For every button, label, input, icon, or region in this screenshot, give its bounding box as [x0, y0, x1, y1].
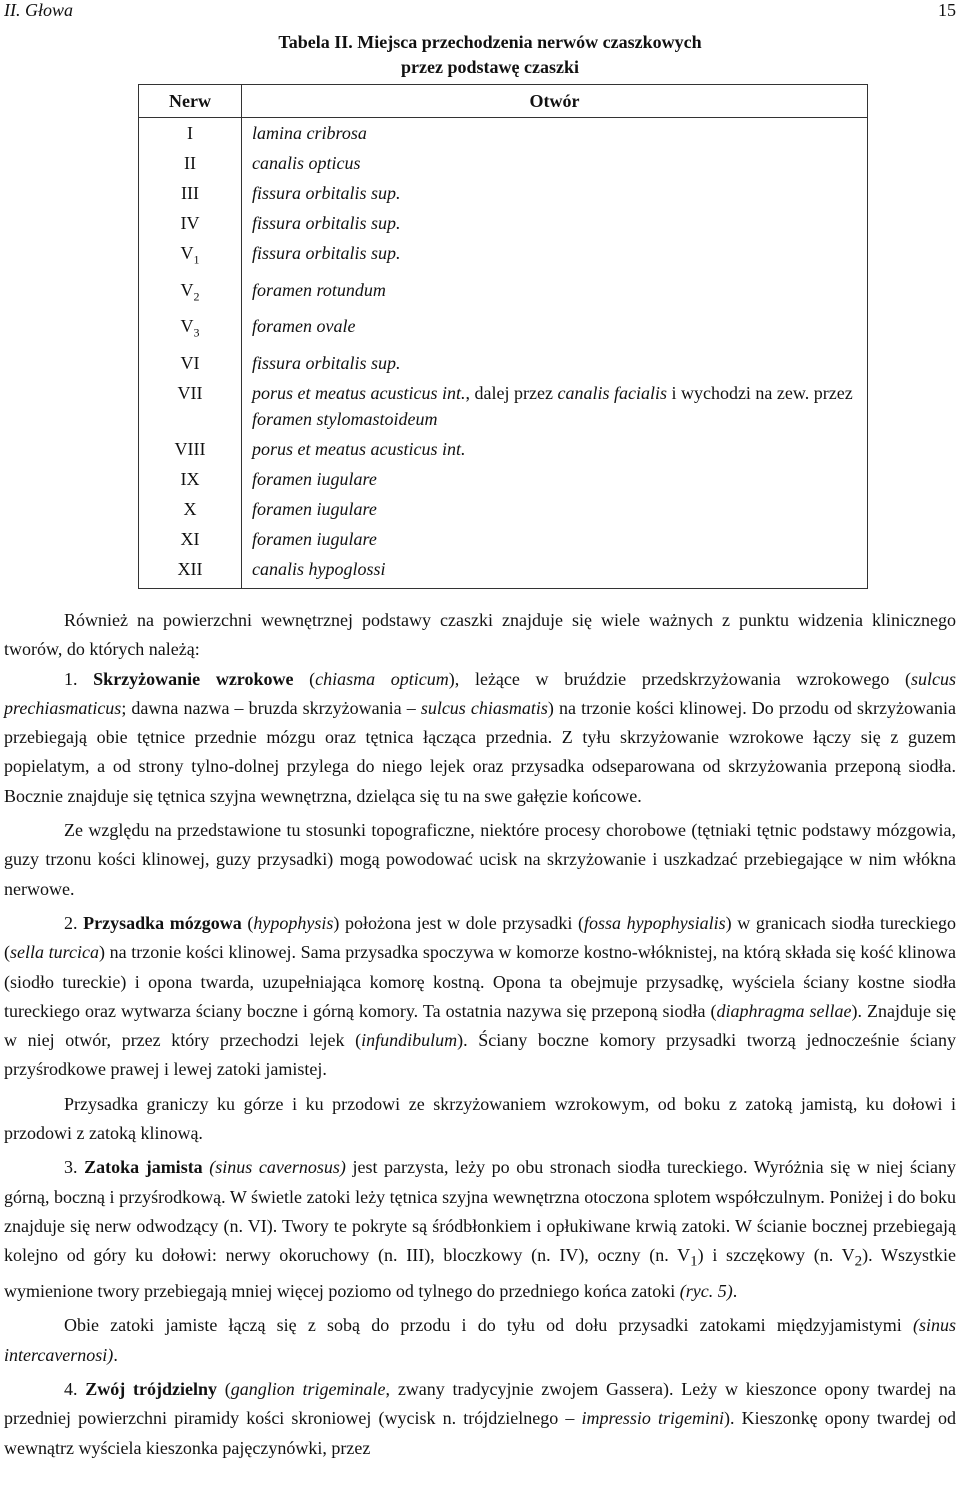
nerve-number: IX — [180, 468, 200, 489]
latin-term: ganglion trigeminale — [230, 1379, 386, 1400]
nerve-cell — [139, 148, 242, 178]
text-run: ) w granicach siodła tureckiego ( — [4, 912, 957, 963]
body-text — [4, 606, 956, 1468]
paragraph-hypophysis-borders: Przysadka graniczy ku górze i ku przodowi ze skrzyżowaniem wzrokowym, od boku z zatoką jamistą, ku dołowi i przodowi z zatoką klinową. — [4, 1093, 956, 1144]
opening-text: , dalej przez — [465, 382, 558, 403]
text-run: ). Kieszonkę opony twardej od wewnątrz wyściela kieszonka pajęczynówki, przez — [4, 1408, 956, 1458]
table-row — [139, 524, 868, 554]
opening-name: porus et meatus acusticus int. — [252, 438, 466, 459]
subscript: 2 — [854, 1253, 863, 1270]
opening-cell — [242, 238, 868, 275]
item-number: 4. — [64, 1379, 86, 1400]
item-number: 1. — [64, 668, 94, 689]
latin-term: sella turcica — [10, 942, 99, 963]
text-run: ( — [293, 668, 316, 689]
opening-name: porus et meatus acusticus int. — [252, 382, 466, 403]
latin-term: (sinus intercavernosi) — [4, 1315, 956, 1365]
opening-cell — [242, 494, 868, 524]
opening-cell — [242, 118, 868, 149]
opening-name: lamina cribrosa — [252, 123, 367, 143]
table-row — [139, 311, 868, 348]
paragraph-cavernous-sinus — [4, 1153, 956, 1306]
opening-cell — [242, 311, 868, 348]
caption-line-2: przez podstawę czaszki — [401, 57, 579, 77]
nerve-cell — [139, 434, 242, 464]
table-row — [139, 118, 868, 149]
nerve-branch-subscript: 1 — [193, 252, 200, 267]
section-title: II. Głowa — [4, 0, 73, 20]
text-run: Obie zatoki jamiste łączą się z sobą do przodu i do tyłu od dołu przysadki zatokami międzyjamistymi — [64, 1315, 913, 1336]
opening-name: foramen stylomastoideum — [252, 408, 438, 429]
table-row — [139, 148, 868, 178]
nerve-number: XII — [177, 558, 203, 579]
nerve-number: III — [181, 183, 199, 203]
latin-term: fossa hypophysialis — [584, 912, 726, 933]
nerve-cell — [139, 275, 242, 312]
latin-term: hypophysis — [253, 912, 334, 933]
item-title: Skrzyżowanie wzrokowe — [93, 668, 294, 689]
text-run: . — [732, 1281, 738, 1302]
text-run: jest parzysta, leży po obu stronach siodła tureckiego. Wyróżnia się w niej ściany górną, boczną i przyśrodkową. W świetle zatoki leży tętnica szyjna wewnętrzna otoczona splotem współczulnym. Poniżej i do boku znajduje się nerw odwodzący (n. VI). Twory te pokryte są śródbłonkiem i opłukiwane krwią zatoki. W ścianie bocznej przebiegają kolejno od góry ku dołowi: nerwy okoruchowy (n. III), bloczkowy (n. IV), oczny (n. V — [4, 1157, 956, 1266]
text-run: ) na trzonie kości klinowej. Sama przysadka spoczywa w komorze kostno-włóknistej, na którą składa się kość klinowa (siodło tureckie) i opona twarda, uzupełniająca komorę kostną. Opona ta obejmuje przysadkę, wyściela ściany kostne siodła tureckiego oraz wytwarza ściany boczne i górną komory. Ta ostatnia nazywa się przeponą siodła ( — [4, 942, 956, 1021]
latin-term: chiasma opticum — [315, 668, 449, 689]
table-row — [139, 494, 868, 524]
nerve-cell — [139, 348, 242, 378]
opening-name: foramen iugulare — [252, 468, 377, 489]
table-row — [139, 464, 868, 494]
nerve-number: VII — [177, 382, 203, 403]
nerve-cell — [139, 208, 242, 238]
item-number: 2. — [64, 912, 84, 933]
paragraph-topography: Ze względu na przedstawione tu stosunki topograficzne, niektóre procesy chorobowe (tętniaki tętnic podstawy mózgowia, guzy trzonu kości klinowej, guzy przysadki) mogą powodować ucisk na skrzyżowanie i uszkadzać przebiegające w nim włókna nerwowe. — [4, 820, 956, 899]
page-header — [0, 0, 960, 24]
opening-name: fissura orbitalis sup. — [252, 352, 401, 373]
text-run: ). Ściany boczne komory przysadki tworzą jednocześnie ściany przyśrodkowe prawej i lewej zatoki jamistej. — [4, 1030, 956, 1080]
opening-cell — [242, 178, 868, 208]
figure-reference: (ryc. 5) — [679, 1281, 733, 1302]
latin-term: diaphragma sellae — [716, 1000, 852, 1021]
opening-cell — [242, 378, 868, 434]
text-run: ) położona jest w dole przysadki ( — [333, 912, 585, 933]
nerve-number: IV — [180, 213, 200, 233]
opening-cell — [242, 348, 868, 378]
nerve-number: V — [180, 243, 194, 263]
column-header-nerve: Nerw — [139, 85, 242, 118]
opening-name: canalis facialis — [557, 382, 667, 403]
opening-name: foramen iugulare — [252, 528, 377, 549]
paragraph-hypophysis — [4, 909, 956, 1085]
nerve-cell — [139, 238, 242, 275]
table-row — [139, 208, 868, 238]
item-title: Zwój trójdzielny — [85, 1379, 218, 1400]
table-row — [139, 178, 868, 208]
opening-cell — [242, 434, 868, 464]
text-run: ( — [241, 912, 254, 933]
opening-cell — [242, 148, 868, 178]
text-run: ) i szczękowy (n. V — [697, 1245, 855, 1266]
nerve-number: V — [180, 316, 194, 337]
nerve-branch-subscript: 3 — [193, 325, 200, 340]
nerve-cell — [139, 118, 242, 149]
text-run: ). Znajduje się w niej otwór, przez który przechodzi lejek ( — [4, 1000, 956, 1051]
opening-name: fissura orbitalis sup. — [252, 213, 401, 233]
item-number: 3. — [64, 1157, 85, 1178]
opening-cell — [242, 208, 868, 238]
opening-cell — [242, 554, 868, 589]
nerve-number: XI — [180, 528, 200, 549]
nerve-number: I — [187, 123, 193, 143]
paragraph-intercavernous — [4, 1311, 956, 1370]
nerve-cell — [139, 554, 242, 589]
text-run: ; dawna nazwa – bruzda skrzyżowania – — [121, 697, 421, 718]
subscript: 1 — [690, 1253, 698, 1270]
text-run: ). Wszystkie wymienione twory przebiegają mniej więcej poziomo od tylnego do przedniego końca zatoki — [4, 1245, 957, 1302]
nerve-cell — [139, 464, 242, 494]
latin-term: sulcus prechiasmaticus — [4, 668, 957, 718]
paragraph-intro: Również na powierzchni wewnętrznej podstawy czaszki znajduje się wiele ważnych z punktu widzenia klinicznego tworów, do których należą: — [4, 610, 956, 660]
nerve-number: X — [183, 498, 197, 519]
opening-cell — [242, 464, 868, 494]
nerve-cell — [139, 524, 242, 554]
opening-name: foramen iugulare — [252, 498, 377, 519]
table-row — [139, 554, 868, 589]
nerve-number: VI — [180, 352, 200, 373]
text-run: ) na trzonie kości klinowej. Do przodu od skrzyżowania przebiegają obie tętnice przednie mózgu oraz tętnica łącząca przednia. Z tyłu skrzyżowanie wzrokowe łączy się z guzem popielatym, a od strony tylno-dolnej przylega do niego lejek oraz przysadka odseparowana od skrzyżowania przeponą siodła. Bocznie znajduje się tętnica szyjna wewnętrzna, dzieląca się tu na swe gałęzie końcowe. — [4, 697, 956, 806]
page-number: 15 — [938, 0, 956, 20]
nerves-table — [138, 84, 868, 589]
text-run: , zwany tradycyjnie zwojem Gassera). Leży w kieszonce opony twardej na przedniej powierzchni piramidy kości skroniowej (wycisk n. trójdzielnego – — [4, 1379, 956, 1429]
column-header-opening: Otwór — [242, 85, 868, 118]
table-row — [139, 434, 868, 464]
caption-line-1: Tabela II. Miejsca przechodzenia nerwów czaszkowych — [278, 32, 702, 52]
nerve-cell — [139, 311, 242, 348]
opening-name: canalis opticus — [252, 153, 361, 173]
table-row — [139, 378, 868, 434]
table-row — [139, 275, 868, 312]
opening-text: i wychodzi na zew. przez — [666, 382, 853, 403]
nerve-number: V — [180, 279, 194, 300]
text-run: ), leżące w bruździe przedskrzyżowania wzrokowego ( — [448, 668, 912, 689]
nerve-number: VIII — [174, 438, 206, 459]
opening-name: foramen rotundum — [252, 279, 386, 300]
opening-cell — [242, 524, 868, 554]
opening-name: canalis hypoglossi — [252, 558, 386, 579]
nerve-number: II — [184, 153, 196, 173]
opening-name: fissura orbitalis sup. — [252, 183, 401, 203]
latin-term: sulcus chiasmatis — [420, 697, 548, 718]
table-caption — [190, 30, 790, 80]
item-title: Zatoka jamista — [84, 1157, 203, 1178]
text-run: ( — [217, 1379, 231, 1400]
latin-term: (sinus cavernosus) — [209, 1157, 346, 1178]
opening-cell — [242, 275, 868, 312]
opening-name: fissura orbitalis sup. — [252, 243, 401, 263]
table-row — [139, 348, 868, 378]
table-row — [139, 238, 868, 275]
latin-term: infundibulum — [361, 1030, 458, 1051]
nerve-cell — [139, 378, 242, 434]
table-header-row — [139, 85, 868, 118]
paragraph-trigeminal-ganglion — [4, 1375, 956, 1463]
nerve-branch-subscript: 2 — [193, 289, 200, 304]
nerve-cell — [139, 178, 242, 208]
item-title: Przysadka mózgowa — [83, 912, 242, 933]
paragraph-chiasma — [4, 665, 956, 811]
opening-name: foramen ovale — [252, 316, 356, 337]
text-run: . — [113, 1344, 118, 1365]
latin-term: impressio trigemini — [581, 1408, 725, 1429]
nerve-cell — [139, 494, 242, 524]
